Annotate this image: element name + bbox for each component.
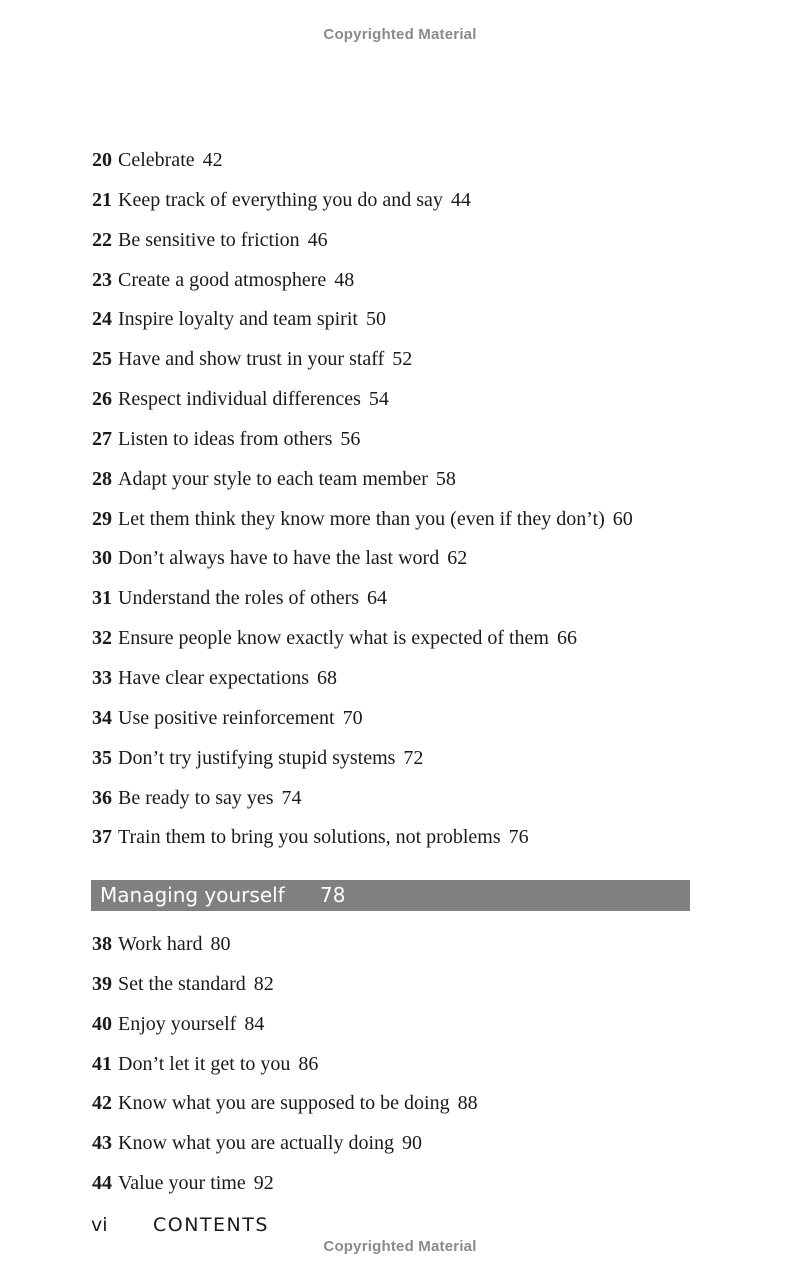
entry-title: Keep track of everything you do and say (118, 188, 443, 211)
toc-entry (92, 425, 692, 465)
toc-entry (92, 784, 692, 824)
entry-number: 38 (92, 933, 112, 955)
toc-entry (92, 664, 692, 704)
entry-page-number: 62 (447, 547, 468, 570)
entry-page-number: 74 (281, 786, 302, 809)
toc-entry (92, 584, 692, 624)
entry-title: Respect individual differences (118, 388, 361, 411)
toc-entry (92, 226, 692, 266)
entry-page-number: 70 (342, 706, 363, 729)
entry-title: Know what you are supposed to be doing (118, 1092, 450, 1115)
entry-title: Listen to ideas from others (118, 427, 333, 450)
entry-number: 43 (92, 1132, 112, 1155)
section-heading-managing-yourself (91, 880, 690, 911)
section-title: Managing yourself (100, 883, 285, 907)
entry-number: 35 (92, 746, 112, 769)
entry-title: Enjoy yourself (118, 1012, 237, 1035)
entry-page-number: 92 (253, 1172, 274, 1195)
entry-page-number: 60 (612, 507, 633, 530)
entry-number: 25 (92, 348, 112, 371)
copyright-watermark-bottom: Copyrighted Material (323, 1238, 477, 1255)
entry-number: 31 (92, 587, 112, 610)
entry-title: Don’t always have to have the last word (118, 547, 440, 570)
entry-title: Use positive reinforcement (118, 706, 335, 729)
entry-page-number: 54 (368, 388, 389, 411)
entry-number: 20 (92, 149, 112, 171)
entry-title: Train them to bring you solutions, not problems (118, 826, 501, 849)
entry-title: Work hard (118, 933, 203, 955)
toc-entry (92, 505, 692, 545)
entry-title: Set the standard (118, 972, 246, 995)
entry-number: 24 (92, 308, 112, 331)
entry-number: 41 (92, 1052, 112, 1075)
entry-page-number: 64 (367, 587, 388, 610)
entry-page-number: 82 (253, 972, 274, 995)
entry-page-number: 42 (202, 149, 223, 171)
entry-number: 36 (92, 786, 112, 809)
toc-entry (92, 305, 692, 345)
entry-number: 30 (92, 547, 112, 570)
entry-number: 40 (92, 1012, 112, 1035)
entry-page-number: 48 (334, 268, 355, 291)
toc-entry (92, 1169, 692, 1209)
toc-entry (92, 823, 692, 863)
entry-title: Inspire loyalty and team spirit (118, 308, 358, 331)
entry-page-number: 68 (317, 666, 338, 689)
entry-title: Have clear expectations (118, 666, 310, 689)
entry-title: Be ready to say yes (118, 786, 274, 809)
entry-page-number: 88 (457, 1092, 478, 1115)
folio-page-number: vi (91, 1214, 108, 1236)
toc-entry (92, 930, 692, 970)
toc-entry (92, 704, 692, 744)
toc-list-part2 (92, 930, 692, 1209)
entry-title: Celebrate (118, 149, 195, 171)
entry-title: Adapt your style to each team member (118, 467, 428, 490)
entry-title: Ensure people know exactly what is expected of them (118, 627, 549, 650)
entry-number: 32 (92, 627, 112, 650)
entry-title: Understand the roles of others (118, 587, 360, 610)
toc-entry (92, 465, 692, 505)
entry-page-number: 90 (402, 1132, 423, 1155)
toc-entry (92, 1050, 692, 1090)
entry-number: 33 (92, 666, 112, 689)
entry-number: 27 (92, 427, 112, 450)
entry-page-number: 66 (556, 627, 577, 650)
entry-page-number: 50 (365, 308, 386, 331)
entry-page-number: 84 (244, 1012, 265, 1035)
toc-entry (92, 345, 692, 385)
entry-number: 39 (92, 972, 112, 995)
toc-list-part1 (92, 146, 692, 863)
toc-entry (92, 186, 692, 226)
toc-entry (92, 544, 692, 584)
entry-title: Create a good atmosphere (118, 268, 327, 291)
entry-number: 23 (92, 268, 112, 291)
entry-page-number: 52 (392, 348, 413, 371)
entry-number: 22 (92, 228, 112, 251)
entry-page-number: 58 (435, 467, 456, 490)
toc-entry (92, 970, 692, 1010)
entry-title: Value your time (118, 1172, 246, 1195)
page-footer (91, 1214, 269, 1236)
entry-number: 29 (92, 507, 112, 530)
entry-title: Know what you are actually doing (118, 1132, 395, 1155)
entry-number: 42 (92, 1092, 112, 1115)
toc-entry (92, 385, 692, 425)
entry-page-number: 44 (450, 188, 471, 211)
entry-title: Be sensitive to friction (118, 228, 300, 251)
entry-page-number: 86 (298, 1052, 319, 1075)
entry-page-number: 72 (403, 746, 424, 769)
toc-entry (92, 1010, 692, 1050)
entry-number: 28 (92, 467, 112, 490)
entry-number: 37 (92, 826, 112, 849)
entry-page-number: 80 (210, 933, 231, 955)
toc-entry (92, 146, 692, 186)
toc-entry (92, 266, 692, 306)
entry-number: 21 (92, 188, 112, 211)
entry-title: Don’t try justifying stupid systems (118, 746, 396, 769)
toc-entry (92, 744, 692, 784)
toc-entry (92, 624, 692, 664)
entry-page-number: 76 (508, 826, 529, 849)
entry-title: Don’t let it get to you (118, 1052, 291, 1075)
entry-title: Let them think they know more than you (even if they don’t) (118, 507, 605, 530)
entry-page-number: 56 (340, 427, 361, 450)
entry-number: 26 (92, 388, 112, 411)
copyright-watermark-top: Copyrighted Material (323, 26, 477, 43)
section-page-number: 78 (320, 883, 346, 907)
toc-entry (92, 1089, 692, 1129)
entry-number: 34 (92, 706, 112, 729)
entry-title: Have and show trust in your staff (118, 348, 385, 371)
toc-entry (92, 1129, 692, 1169)
entry-page-number: 46 (307, 228, 328, 251)
entry-number: 44 (92, 1172, 112, 1195)
running-head: CONTENTS (153, 1214, 269, 1236)
